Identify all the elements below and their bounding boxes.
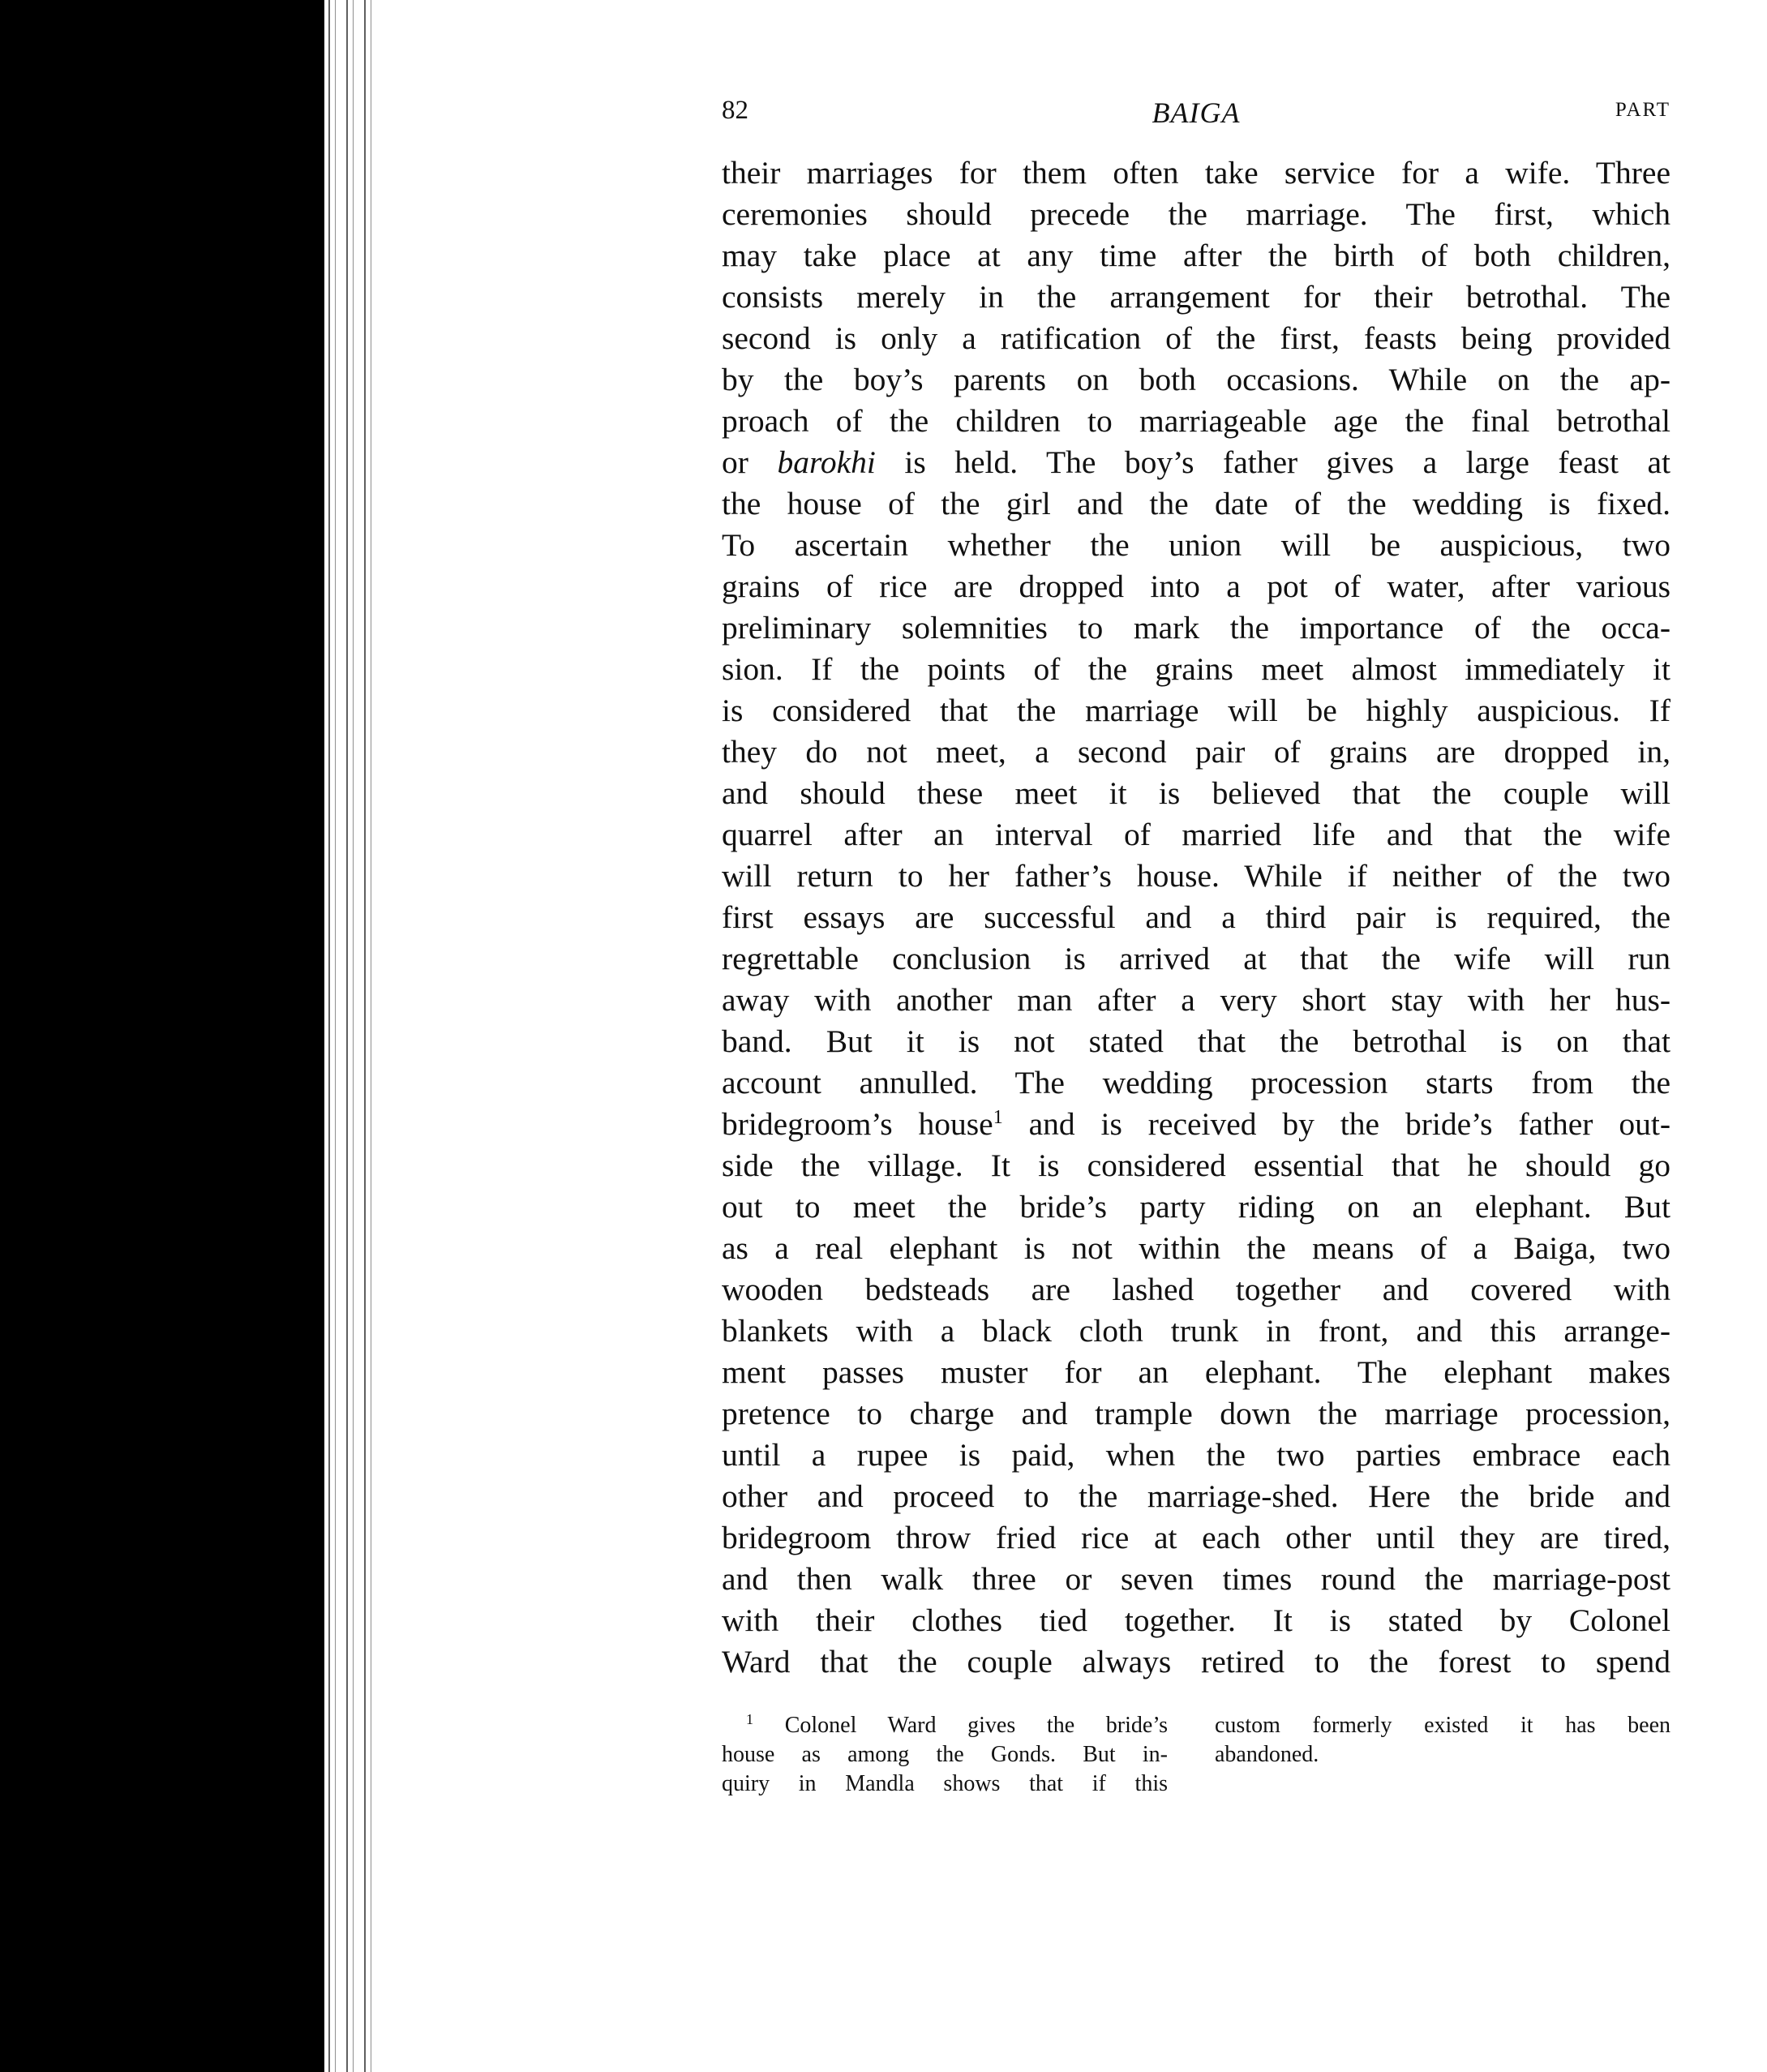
footnote-text: Colonel Ward gives the bride’s bbox=[784, 1713, 1168, 1738]
body-line: consists merely in the arrangement for their betrothal. The bbox=[722, 279, 1671, 315]
scan-spine-shadow bbox=[0, 0, 324, 2072]
body-line: account annulled. The wedding procession starts from the bbox=[722, 1065, 1671, 1100]
body-line: quarrel after an interval of married life and that the wife bbox=[722, 817, 1671, 852]
body-line: and then walk three or seven times round the marriage-post bbox=[722, 1561, 1671, 1597]
running-part-label: PART bbox=[1615, 99, 1671, 121]
page-number: 82 bbox=[722, 96, 748, 125]
body-line: first essays are successful and a third pair is required, the bbox=[722, 899, 1671, 935]
body-line: until a rupee is paid, when the two parties embrace each bbox=[722, 1437, 1671, 1473]
body-line: and should these meet it is believed that the couple will bbox=[722, 775, 1671, 811]
body-line: bridegroom throw fried rice at each other until they are tired, bbox=[722, 1520, 1671, 1555]
footnote-column-left bbox=[722, 1711, 1168, 1799]
body-line-text: and is received by the bride’s father out- bbox=[1002, 1106, 1671, 1142]
footnote-line: abandoned. bbox=[1215, 1742, 1319, 1767]
footnote-line: house as among the Gonds. But in- bbox=[722, 1742, 1168, 1767]
body-line: preliminary solemnities to mark the importance of the occa- bbox=[722, 610, 1671, 646]
body-line-text: bridegroom’s house bbox=[722, 1106, 993, 1142]
body-line: will return to her father’s house. While if neither of the two bbox=[722, 858, 1671, 894]
body-line: proach of the children to marriageable age the final betrothal bbox=[722, 403, 1671, 439]
body-line: side the village. It is considered essential that he should go bbox=[722, 1148, 1671, 1183]
scan-page-edge bbox=[324, 0, 373, 2072]
body-line: Ward that the couple always retired to the forest to spend bbox=[722, 1644, 1671, 1679]
body-line bbox=[722, 1104, 1671, 1145]
body-line: other and proceed to the marriage-shed. Here the bride and bbox=[722, 1478, 1671, 1514]
body-line: with their clothes tied together. It is stated by Colonel bbox=[722, 1602, 1671, 1638]
body-line: regrettable conclusion is arrived at that the wife will run bbox=[722, 941, 1671, 976]
body-line: the house of the girl and the date of the wedding is fixed. bbox=[722, 486, 1671, 521]
body-line: second is only a ratification of the first, feasts being provided bbox=[722, 320, 1671, 356]
footnote-line: quiry in Mandla shows that if this bbox=[722, 1771, 1168, 1796]
body-line: out to meet the bride’s party riding on an elephant. But bbox=[722, 1189, 1671, 1225]
body-line: wooden bedsteads are lashed together and covered with bbox=[722, 1272, 1671, 1307]
running-title: BAIGA bbox=[1152, 97, 1241, 129]
body-line-text: or bbox=[722, 444, 778, 480]
footnote-marker: 1 bbox=[746, 1711, 753, 1727]
italic-term: barokhi bbox=[777, 444, 876, 480]
body-line-text: is held. The boy’s father gives a large feast at bbox=[875, 444, 1671, 480]
footnote-line: custom formerly existed it has been bbox=[1215, 1713, 1671, 1738]
body-line: their marriages for them often take service for a wife. Three bbox=[722, 155, 1671, 191]
running-head bbox=[722, 96, 1671, 136]
footnote-column-right bbox=[1215, 1711, 1671, 1770]
body-line: ceremonies should precede the marriage. The first, which bbox=[722, 196, 1671, 232]
body-line: away with another man after a very short stay with her hus- bbox=[722, 982, 1671, 1018]
body-line: blankets with a black cloth trunk in front, and this arrange- bbox=[722, 1313, 1671, 1349]
body-line: sion. If the points of the grains meet almost immediately it bbox=[722, 651, 1671, 687]
body-line: may take place at any time after the birth of both children, bbox=[722, 238, 1671, 273]
book-page bbox=[722, 0, 1671, 2072]
body-line: To ascertain whether the union will be auspicious, two bbox=[722, 527, 1671, 563]
footnote-reference: 1 bbox=[993, 1107, 1003, 1128]
body-line bbox=[722, 442, 1671, 483]
body-line: they do not meet, a second pair of grains are dropped in, bbox=[722, 734, 1671, 770]
body-line: pretence to charge and trample down the marriage procession, bbox=[722, 1396, 1671, 1431]
body-line: grains of rice are dropped into a pot of water, after various bbox=[722, 568, 1671, 604]
body-line: as a real elephant is not within the means of a Baiga, two bbox=[722, 1230, 1671, 1266]
body-line: by the boy’s parents on both occasions. While on the ap- bbox=[722, 362, 1671, 397]
body-text bbox=[722, 152, 1671, 1683]
body-line: ment passes muster for an elephant. The elephant makes bbox=[722, 1354, 1671, 1390]
body-line: is considered that the marriage will be highly auspicious. If bbox=[722, 693, 1671, 728]
body-line: band. But it is not stated that the betrothal is on that bbox=[722, 1023, 1671, 1059]
footnote-line bbox=[722, 1711, 1168, 1740]
